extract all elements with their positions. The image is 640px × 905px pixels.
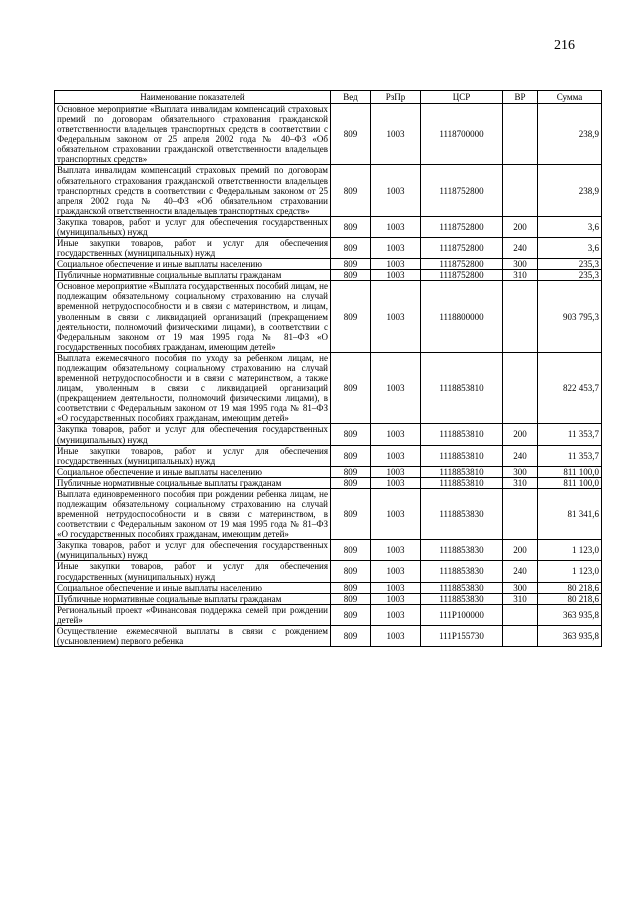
cell-name: Выплата ежемесячного пособия по уходу за ребенком лицам, не подлежащим обязательному социальному страхованию на случай временной нетрудоспособности и в связи с материнством, а также лицам, уволенным в связи с ликвидацией организаций (прекращением деятельности, полномочий физическими лицами), в соответствии с Федеральным законом от 19 мая 1995 года № 81–ФЗ «О государственных пособиях гражданам, имеющим детей» xyxy=(55,352,331,424)
cell-rzpr: 1003 xyxy=(371,561,421,582)
table-row xyxy=(55,445,602,466)
cell-vr: 310 xyxy=(503,593,538,604)
cell-ved: 809 xyxy=(331,604,371,625)
header-name: Наименование показателей xyxy=(55,91,331,104)
cell-csr: 1118800000 xyxy=(421,281,503,353)
cell-name: Иные закупки товаров, работ и услуг для обеспечения государственных (муниципальных) нужд xyxy=(55,445,331,466)
cell-sum: 1 123,0 xyxy=(538,540,602,561)
cell-vr xyxy=(503,281,538,353)
cell-sum: 235,3 xyxy=(538,259,602,270)
cell-rzpr: 1003 xyxy=(371,625,421,646)
cell-sum: 1 123,0 xyxy=(538,561,602,582)
cell-vr: 300 xyxy=(503,259,538,270)
cell-rzpr: 1003 xyxy=(371,281,421,353)
cell-vr xyxy=(503,104,538,165)
cell-ved: 809 xyxy=(331,445,371,466)
cell-name: Публичные нормативные социальные выплаты гражданам xyxy=(55,477,331,488)
cell-sum: 80 218,6 xyxy=(538,582,602,593)
cell-csr: 1118752800 xyxy=(421,165,503,216)
table-row xyxy=(55,270,602,281)
header-ved: Вед xyxy=(331,91,371,104)
cell-rzpr: 1003 xyxy=(371,582,421,593)
table-row xyxy=(55,604,602,625)
cell-ved: 809 xyxy=(331,625,371,646)
cell-name: Закупка товаров, работ и услуг для обеспечения государственных (муниципальных) нужд xyxy=(55,216,331,237)
cell-ved: 809 xyxy=(331,540,371,561)
table-row xyxy=(55,165,602,216)
cell-rzpr: 1003 xyxy=(371,593,421,604)
cell-csr: 1118853810 xyxy=(421,424,503,445)
cell-rzpr: 1003 xyxy=(371,216,421,237)
cell-csr: 1118853830 xyxy=(421,540,503,561)
table-row xyxy=(55,424,602,445)
cell-vr: 200 xyxy=(503,216,538,237)
cell-rzpr: 1003 xyxy=(371,165,421,216)
cell-sum: 81 341,6 xyxy=(538,488,602,539)
cell-ved: 809 xyxy=(331,259,371,270)
cell-sum: 363 935,8 xyxy=(538,625,602,646)
table-row xyxy=(55,238,602,259)
cell-name: Региональный проект «Финансовая поддержка семей при рождении детей» xyxy=(55,604,331,625)
cell-ved: 809 xyxy=(331,561,371,582)
cell-csr: 1118853810 xyxy=(421,352,503,424)
table-row xyxy=(55,104,602,165)
cell-name: Выплата инвалидам компенсаций страховых премий по договорам обязательного страхования гражданской ответственности владельцев транспортных средств в соответствии с Федеральным законом от 25 апреля 2002 года № 40–ФЗ «Об обязательном страховании гражданской ответственности владельцев транспортных средств» xyxy=(55,165,331,216)
table-row xyxy=(55,216,602,237)
cell-sum: 11 353,7 xyxy=(538,424,602,445)
cell-sum: 903 795,3 xyxy=(538,281,602,353)
cell-vr: 300 xyxy=(503,582,538,593)
cell-csr: 1118853830 xyxy=(421,488,503,539)
cell-ved: 809 xyxy=(331,424,371,445)
cell-name: Основное мероприятие «Выплата государственных пособий лицам, не подлежащим обязательному социальному страхованию на случай временной нетрудоспособности и в связи с материнством, и лицам, уволенным в связи с ликвидацией организаций (прекращением деятельности, полномочий физическими лицами), в соответствии с Федеральным законом от 19 мая 1995 года № 81–ФЗ «О государственных пособиях гражданам, имеющим детей» xyxy=(55,281,331,353)
header-vr: ВР xyxy=(503,91,538,104)
cell-vr: 300 xyxy=(503,466,538,477)
table-row xyxy=(55,352,602,424)
cell-csr: 111P155730 xyxy=(421,625,503,646)
cell-name: Социальное обеспечение и иные выплаты населению xyxy=(55,259,331,270)
cell-name: Основное мероприятие «Выплата инвалидам компенсаций страховых премий по договорам обязательного страхования гражданской ответственности владельцев транспортных средств в соответствии с Федеральным законом от 25 апреля 2002 года № 40–ФЗ «Об обязательном страховании гражданской ответственности владельцев транспортных средств» xyxy=(55,104,331,165)
cell-vr xyxy=(503,352,538,424)
cell-vr: 240 xyxy=(503,561,538,582)
table-body xyxy=(55,104,602,647)
cell-ved: 809 xyxy=(331,104,371,165)
cell-name: Иные закупки товаров, работ и услуг для обеспечения государственных (муниципальных) нужд xyxy=(55,561,331,582)
cell-csr: 1118752800 xyxy=(421,238,503,259)
table-row xyxy=(55,259,602,270)
header-rzpr: РзПр xyxy=(371,91,421,104)
cell-sum: 3,6 xyxy=(538,216,602,237)
cell-ved: 809 xyxy=(331,216,371,237)
cell-sum: 11 353,7 xyxy=(538,445,602,466)
cell-sum: 238,9 xyxy=(538,165,602,216)
cell-ved: 809 xyxy=(331,238,371,259)
cell-rzpr: 1003 xyxy=(371,104,421,165)
table-header xyxy=(55,91,602,104)
header-csr: ЦСР xyxy=(421,91,503,104)
cell-sum: 3,6 xyxy=(538,238,602,259)
cell-ved: 809 xyxy=(331,582,371,593)
cell-vr: 200 xyxy=(503,424,538,445)
cell-name: Публичные нормативные социальные выплаты гражданам xyxy=(55,270,331,281)
cell-vr: 240 xyxy=(503,238,538,259)
cell-sum: 811 100,0 xyxy=(538,477,602,488)
cell-name: Выплата единовременного пособия при рождении ребенка лицам, не подлежащим обязательному социальному страхованию на случай временной нетрудоспособности и в связи с материнством, в соответствии с Федеральным законом от 19 мая 1995 года № 81–ФЗ «О государственных пособиях гражданам, имеющим детей» xyxy=(55,488,331,539)
cell-sum: 238,9 xyxy=(538,104,602,165)
cell-rzpr: 1003 xyxy=(371,466,421,477)
table-row xyxy=(55,281,602,353)
table-row xyxy=(55,466,602,477)
cell-ved: 809 xyxy=(331,281,371,353)
cell-sum: 235,3 xyxy=(538,270,602,281)
table-row xyxy=(55,561,602,582)
cell-sum: 363 935,8 xyxy=(538,604,602,625)
cell-vr xyxy=(503,165,538,216)
cell-rzpr: 1003 xyxy=(371,488,421,539)
cell-name: Иные закупки товаров, работ и услуг для обеспечения государственных (муниципальных) нужд xyxy=(55,238,331,259)
table-row xyxy=(55,625,602,646)
cell-vr xyxy=(503,488,538,539)
cell-csr: 1118853830 xyxy=(421,561,503,582)
cell-ved: 809 xyxy=(331,165,371,216)
cell-csr: 111P100000 xyxy=(421,604,503,625)
cell-csr: 1118853810 xyxy=(421,477,503,488)
cell-sum: 811 100,0 xyxy=(538,466,602,477)
table-row xyxy=(55,540,602,561)
page-number: 216 xyxy=(554,38,575,53)
cell-name: Публичные нормативные социальные выплаты гражданам xyxy=(55,593,331,604)
cell-vr: 310 xyxy=(503,477,538,488)
cell-sum: 80 218,6 xyxy=(538,593,602,604)
cell-ved: 809 xyxy=(331,477,371,488)
cell-rzpr: 1003 xyxy=(371,352,421,424)
table-row xyxy=(55,477,602,488)
cell-rzpr: 1003 xyxy=(371,540,421,561)
cell-rzpr: 1003 xyxy=(371,477,421,488)
cell-rzpr: 1003 xyxy=(371,270,421,281)
cell-vr: 240 xyxy=(503,445,538,466)
cell-ved: 809 xyxy=(331,488,371,539)
cell-ved: 809 xyxy=(331,352,371,424)
cell-name: Социальное обеспечение и иные выплаты населению xyxy=(55,466,331,477)
cell-csr: 1118700000 xyxy=(421,104,503,165)
header-row xyxy=(55,91,602,104)
cell-vr xyxy=(503,604,538,625)
cell-csr: 1118752800 xyxy=(421,270,503,281)
cell-csr: 1118853830 xyxy=(421,593,503,604)
cell-vr: 200 xyxy=(503,540,538,561)
cell-name: Социальное обеспечение и иные выплаты населению xyxy=(55,582,331,593)
cell-vr: 310 xyxy=(503,270,538,281)
cell-rzpr: 1003 xyxy=(371,424,421,445)
cell-csr: 1118853830 xyxy=(421,582,503,593)
cell-csr: 1118752800 xyxy=(421,216,503,237)
cell-sum: 822 453,7 xyxy=(538,352,602,424)
cell-name: Осуществление ежемесячной выплаты в связи с рождением (усыновлением) первого ребенка xyxy=(55,625,331,646)
budget-table xyxy=(54,90,602,647)
cell-csr: 1118853810 xyxy=(421,445,503,466)
cell-name: Закупка товаров, работ и услуг для обеспечения государственных (муниципальных) нужд xyxy=(55,540,331,561)
cell-rzpr: 1003 xyxy=(371,604,421,625)
cell-vr xyxy=(503,625,538,646)
table-row xyxy=(55,582,602,593)
table-row xyxy=(55,593,602,604)
cell-csr: 1118853810 xyxy=(421,466,503,477)
cell-ved: 809 xyxy=(331,593,371,604)
cell-ved: 809 xyxy=(331,270,371,281)
cell-name: Закупка товаров, работ и услуг для обеспечения государственных (муниципальных) нужд xyxy=(55,424,331,445)
table-row xyxy=(55,488,602,539)
cell-rzpr: 1003 xyxy=(371,445,421,466)
cell-rzpr: 1003 xyxy=(371,259,421,270)
header-sum: Сумма xyxy=(538,91,602,104)
cell-ved: 809 xyxy=(331,466,371,477)
cell-rzpr: 1003 xyxy=(371,238,421,259)
cell-csr: 1118752800 xyxy=(421,259,503,270)
